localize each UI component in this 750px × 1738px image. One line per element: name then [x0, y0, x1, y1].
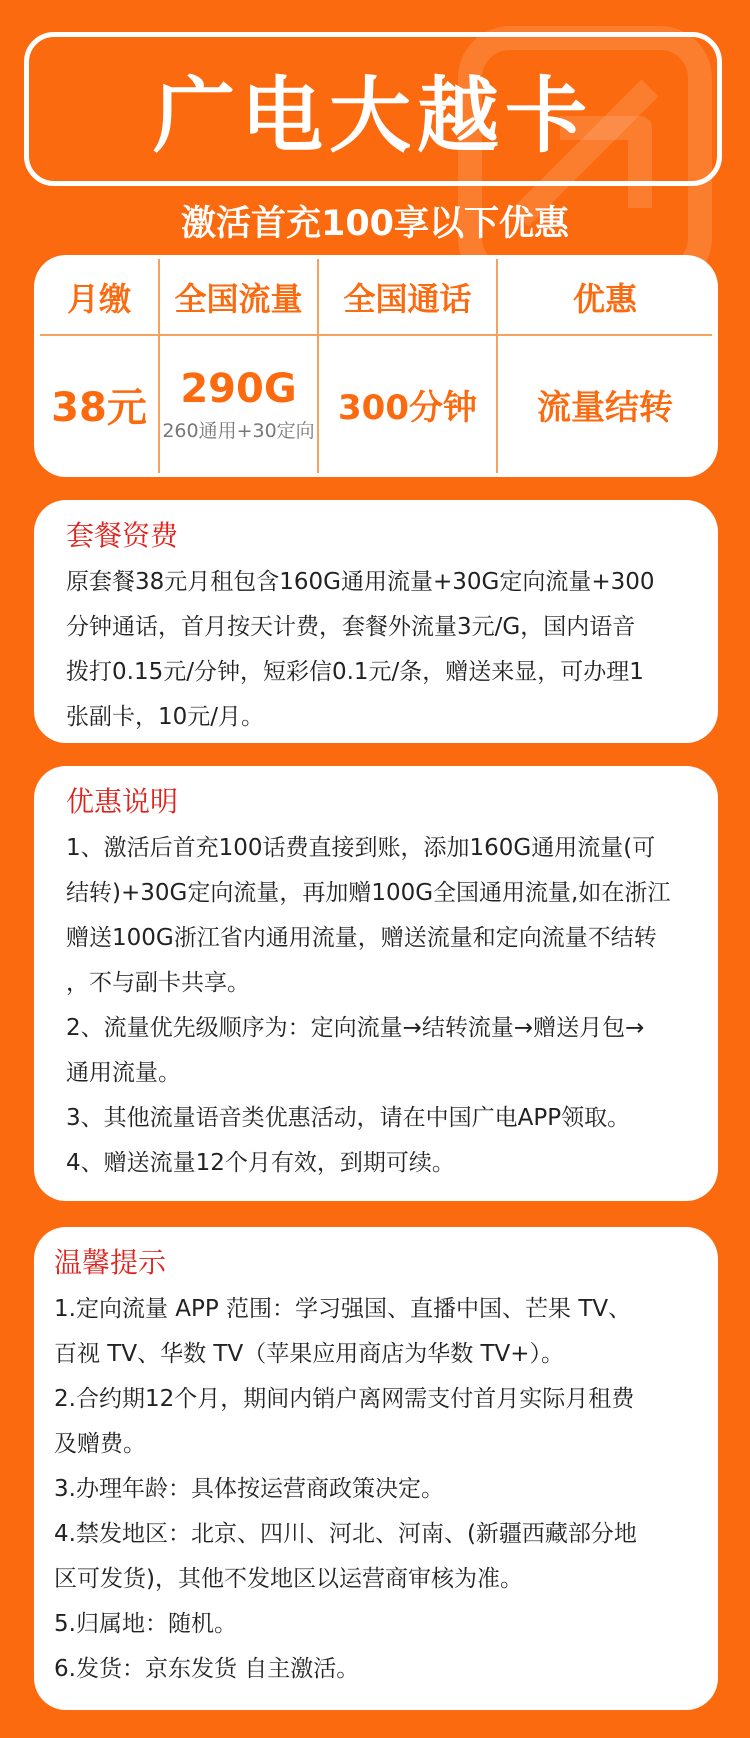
offer-line: 4、赠送流量12个月有效，到期可续。: [66, 1150, 455, 1176]
fees-card: [34, 500, 718, 743]
tips-line: 6.发货：京东发货 自主激活。: [54, 1656, 360, 1682]
header-monthly-fee: 月缴: [66, 279, 131, 318]
benefit-value: 流量结转: [537, 388, 673, 428]
promo-subtitle: 激活首充100享以下优惠: [180, 204, 570, 244]
monthly-fee-value: 38元: [51, 385, 147, 431]
fees-line: 张副卡，10元/月。: [66, 704, 265, 730]
tips-title: 温馨提示: [54, 1246, 167, 1279]
tips-line: 4.禁发地区：北京、四川、河北、河南、(新疆西藏部分地: [54, 1521, 637, 1547]
tips-line: 1.定向流量 APP 范围：学习强国、直播中国、芒果 TV、: [54, 1296, 632, 1322]
tips-line: 5.归属地：随机。: [54, 1611, 237, 1637]
offer-line: ，不与副卡共享。: [66, 970, 250, 996]
tips-line: 百视 TV、华数 TV（苹果应用商店为华数 TV+）。: [54, 1341, 565, 1367]
offer-line: 赠送100G浙江省内通用流量，赠送流量和定向流量不结转: [66, 925, 657, 951]
page-title: 广电大越卡: [152, 68, 593, 164]
header-national-data: 全国流量: [174, 279, 303, 318]
plan-table: [40, 259, 712, 473]
tips-line: 3.办理年龄：具体按运营商政策决定。: [54, 1476, 444, 1502]
offer-line: 结转)+30G定向流量，再加赠100G全国通用流量,如在浙江: [66, 880, 671, 906]
tips-body: [54, 1287, 688, 1692]
tips-line: 2.合约期12个月，期间内销户离网需支付首月实际月租费: [54, 1386, 635, 1412]
data-value-cell: [160, 336, 317, 473]
offer-card: [34, 766, 718, 1201]
fees-line: 原套餐38元月租包含160G通用流量+30G定向流量+300: [66, 569, 655, 595]
offer-line: 2、流量优先级顺序为：定向流量→结转流量→赠送月包→: [66, 1015, 645, 1041]
offer-title: 优惠说明: [66, 785, 179, 818]
title-banner: [24, 32, 722, 186]
offer-line: 通用流量。: [66, 1060, 181, 1086]
offer-line: 1、激活后首充100话费直接到账，添加160G通用流量(可: [66, 835, 656, 861]
plan-table-card: [34, 255, 718, 477]
tips-line: 及赠费。: [54, 1431, 146, 1457]
calls-value: 300分钟: [338, 388, 477, 428]
fees-line: 分钟通话，首月按天计费，套餐外流量3元/G，国内语音: [66, 614, 636, 640]
offer-line: 3、其他流量语音类优惠活动，请在中国广电APP领取。: [66, 1105, 631, 1131]
header-benefit: 优惠: [572, 279, 637, 318]
tips-card: [34, 1227, 718, 1710]
tips-line: 区可发货)，其他不发地区以运营商审核为准。: [54, 1566, 523, 1592]
fees-line: 拨打0.15元/分钟，短彩信0.1元/条，赠送来显，可办理1: [66, 659, 644, 685]
offer-body: [66, 826, 688, 1186]
fees-title: 套餐资费: [66, 519, 179, 552]
header-national-calls: 全国通话: [343, 279, 472, 318]
data-breakdown-note: 260通用+30定向: [162, 420, 315, 442]
data-main-value: 290G: [180, 366, 297, 412]
fees-body: [66, 560, 688, 740]
